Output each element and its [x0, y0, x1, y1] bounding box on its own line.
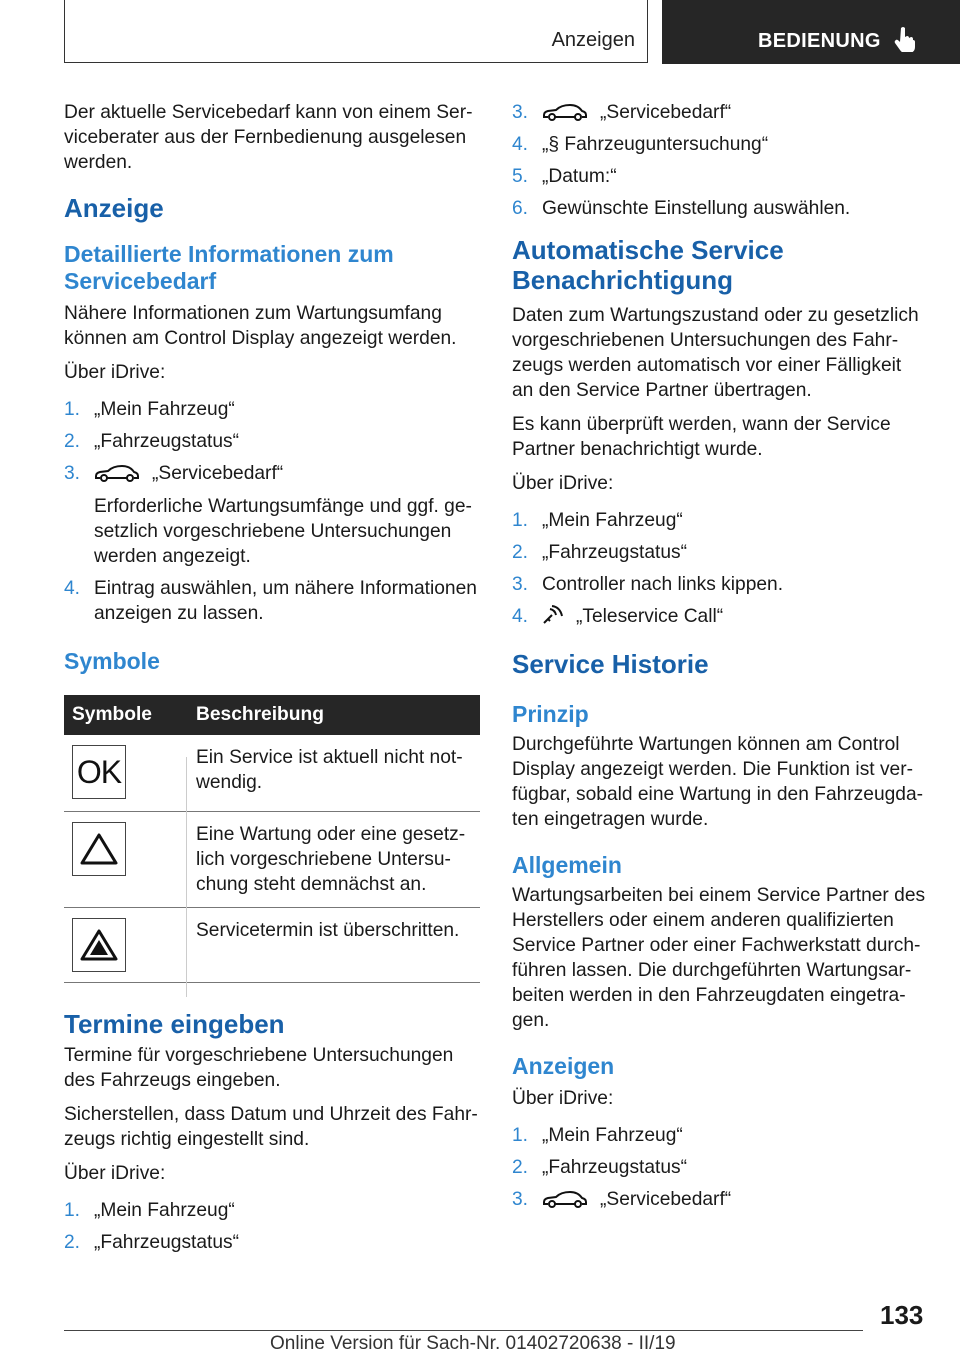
- left-column: [64, 100, 482, 1262]
- header-chapter-box: [662, 0, 960, 64]
- table-header-symbole: Symbole: [64, 695, 192, 735]
- ueber-idrive-label-4: Über iDrive:: [512, 1088, 614, 1109]
- heading-detaillierte-informationen: Detaillierte Informationen zum Servicebedarf: [64, 241, 394, 294]
- list-item: 4. „Teleservice Call“: [512, 606, 724, 627]
- list-item: 3. Controller nach links kippen.: [512, 574, 784, 595]
- auto-paragraph-1: Daten zum Wartungszustand oder zu gesetzlich vorgeschriebenen Untersuchungen des Fahr‐zeugs werden automatisch vor einer Fälligkeit an den Service Partner übertragen.: [512, 305, 919, 401]
- heading-anzeigen: Anzeigen: [512, 1053, 615, 1079]
- termine-steps-continued: [512, 100, 926, 221]
- page-number: 133: [880, 1300, 924, 1330]
- termine-steps-list: [64, 1198, 482, 1255]
- footer-text: Online Version für Sach-Nr. 01402720638 - II/19: [270, 1333, 676, 1354]
- list-item: 4. Eintrag auswählen, um nähere Informationen anzeigen zu lassen.: [64, 578, 477, 624]
- teleservice-icon: [542, 605, 564, 625]
- header-chapter-title: BEDIENUNG: [758, 30, 881, 52]
- heading-symbole: Symbole: [64, 648, 160, 674]
- anzeigen-steps-list: [512, 1123, 926, 1212]
- symbols-table: [64, 695, 480, 983]
- allgemein-paragraph: Wartungsarbeiten bei einem Service Partner des Herstellers oder einem anderen qualifizierten Service Partner oder einer Fachwerkstatt durch‐führen lassen. Die durchgeführten Wartungsar‐beiten werden in den Fahrzeugdaten eingetra‐gen.: [512, 885, 926, 1031]
- table-row: OK Ein Service ist aktuell nicht not‐wendig.: [64, 735, 480, 812]
- table-column-divider: [186, 757, 187, 997]
- list-item: 5. „Datum:“: [512, 166, 617, 187]
- ueber-idrive-label-3: Über iDrive:: [512, 473, 614, 494]
- heading-service-historie: Service Historie: [512, 649, 709, 679]
- prinzip-paragraph: Durchgeführte Wartungen können am Control Display angezeigt werden. Die Funktion ist ver‐fügbar, sobald eine Wartung in den Fahrzeugda‐ten eingetragen wurde.: [512, 734, 924, 830]
- termine-paragraph-2: Sicherstellen, dass Datum und Uhrzeit des Fahr‐zeugs richtig eingestellt sind.: [64, 1104, 478, 1150]
- warning-triangle-icon: [72, 822, 126, 876]
- heading-termine-eingeben: Termine eingeben: [64, 1009, 285, 1039]
- list-item: 2. „Fahrzeugstatus“: [512, 542, 688, 563]
- auto-steps-list: [512, 508, 926, 629]
- ueber-idrive-label-2: Über iDrive:: [64, 1163, 166, 1184]
- car-icon: [542, 1190, 588, 1208]
- heading-allgemein: Allgemein: [512, 852, 622, 878]
- footer-divider: [64, 1330, 863, 1331]
- list-item: 1. „Mein Fahrzeug“: [64, 1200, 235, 1221]
- car-icon: [542, 103, 588, 121]
- idrive-steps-list: [64, 397, 482, 626]
- car-icon: [94, 464, 140, 482]
- list-item: 2. „Fahrzeugstatus“: [64, 431, 240, 452]
- heading-prinzip: Prinzip: [512, 701, 589, 727]
- ueber-idrive-label: Über iDrive:: [64, 362, 166, 383]
- ok-symbol: OK: [72, 745, 126, 799]
- overdue-triangle-icon: [72, 918, 126, 972]
- right-column: [512, 100, 926, 1219]
- list-item: 3. „Servicebedarf“: [512, 102, 732, 123]
- list-item: 2. „Fahrzeugstatus“: [512, 1157, 688, 1178]
- list-item: 3. „Servicebedarf“ Erforderliche Wartungsumfänge und ggf. ge‐setzlich vorgeschriebene Untersuchungen werden angezeigt.: [64, 463, 472, 567]
- intro-paragraph: Der aktuelle Servicebedarf kann von einem Ser‐viceberater aus der Fernbedienung ausgelesen werden.: [64, 102, 473, 173]
- header-section-title: Anzeigen: [551, 29, 635, 51]
- auto-paragraph-2: Es kann überprüft werden, wann der Service Partner benachrichtigt wurde.: [512, 414, 891, 460]
- list-item: 6. Gewünschte Einstellung auswählen.: [512, 198, 851, 219]
- table-row: Eine Wartung oder eine gesetz‐lich vorgeschriebene Untersu‐chung steht demnächst an.: [64, 812, 480, 908]
- header-section-box: [64, 0, 648, 63]
- list-item: 4. „§ Fahrzeuguntersuchung“: [512, 134, 769, 155]
- detail-paragraph: Nähere Informationen zum Wartungsumfang können am Control Display angezeigt werden.: [64, 303, 457, 349]
- table-header-beschreibung: Beschreibung: [192, 695, 480, 735]
- termine-paragraph-1: Termine für vorgeschriebene Untersuchungen des Fahrzeugs eingeben.: [64, 1045, 454, 1091]
- hand-pointer-icon: [894, 26, 916, 52]
- list-item: 3. „Servicebedarf“: [512, 1189, 732, 1210]
- list-item: 1. „Mein Fahrzeug“: [64, 399, 235, 420]
- list-item: 2. „Fahrzeugstatus“: [64, 1232, 240, 1253]
- heading-automatische-service-benachrichtigung: Automatische Service Benachrichtigung: [512, 235, 784, 295]
- table-row: Servicetermin ist überschritten.: [64, 908, 480, 983]
- list-item: 1. „Mein Fahrzeug“: [512, 1125, 683, 1146]
- heading-anzeige: Anzeige: [64, 193, 164, 223]
- list-item: 1. „Mein Fahrzeug“: [512, 510, 683, 531]
